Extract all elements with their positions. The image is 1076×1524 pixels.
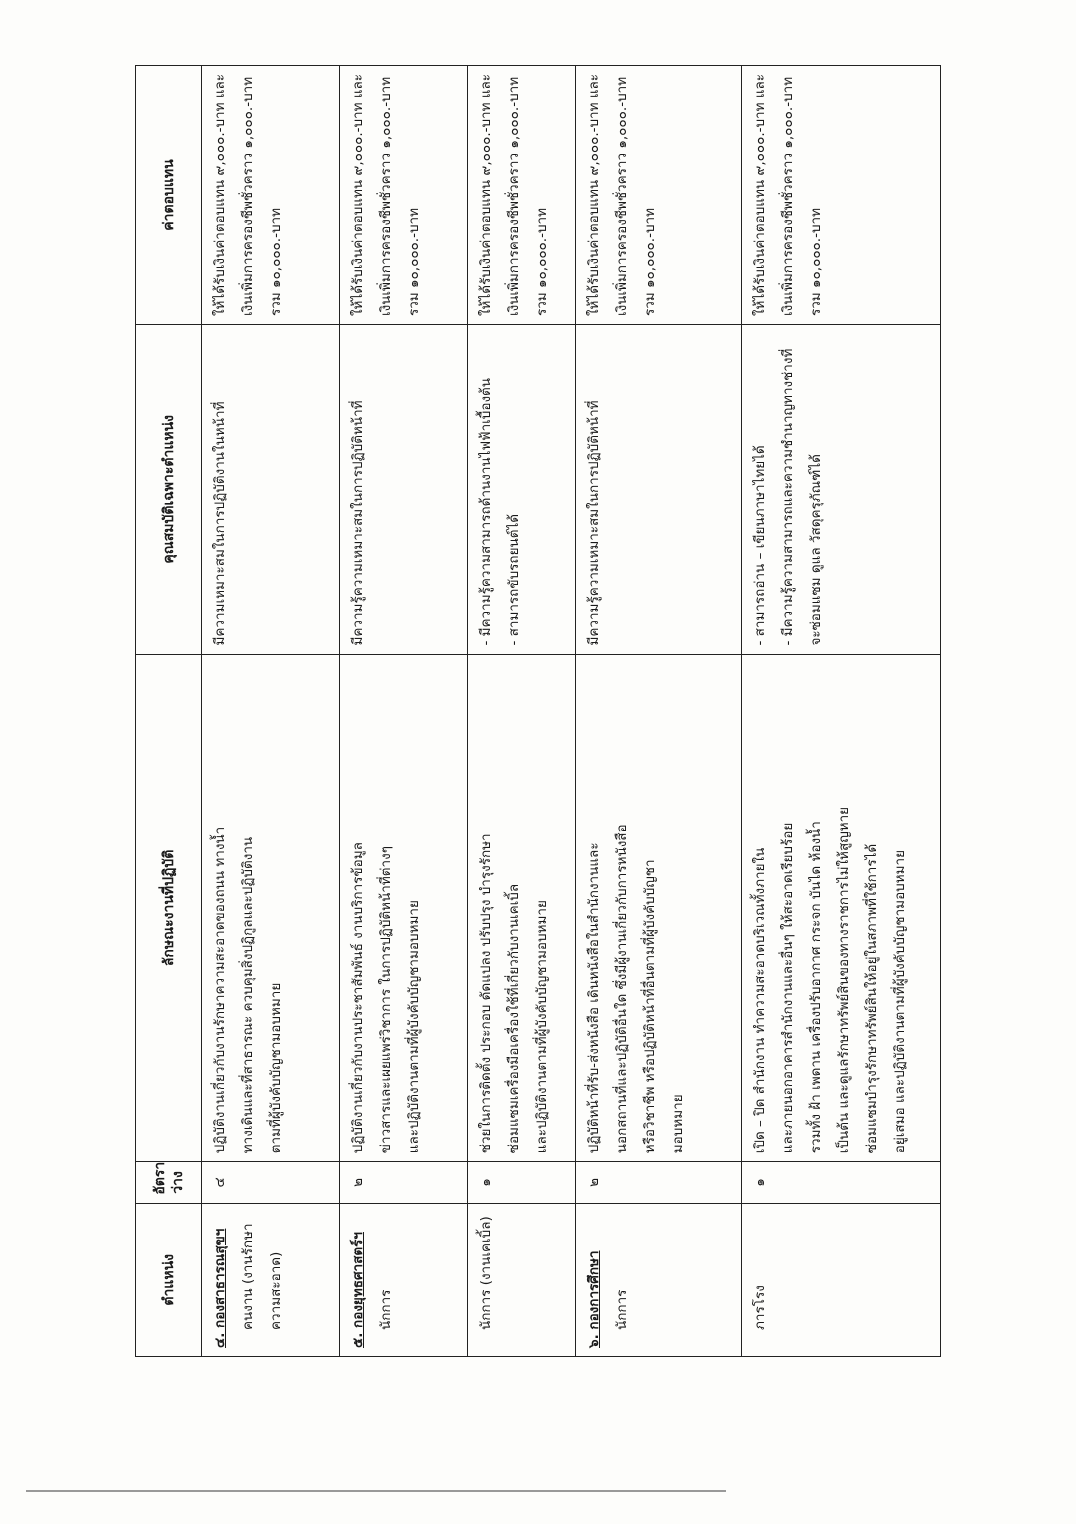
- position-label: ภารโรง: [752, 1285, 768, 1330]
- table-header-row: [136, 66, 202, 1357]
- compensation-cell: [576, 66, 742, 325]
- duty-line: และปฏิบัติงานตามที่ผู้บังคับบัญชามอบหมาย: [406, 900, 422, 1154]
- rate-cell: ๔: [202, 1162, 340, 1203]
- position-cell: [340, 1203, 468, 1356]
- duty-line: มอบหมาย: [670, 1094, 686, 1154]
- position-cell: [742, 1203, 941, 1356]
- table-row: [742, 66, 941, 1357]
- duty-line: นอกสถานที่และปฏิบัติอื่นใด ซึ่งมีผู้งานเกี่ยวกับการหนังสือ: [614, 824, 630, 1154]
- duty-line: รวมทั้ง ฝ้า เพดาน เครื่องปรับอากาศ กระจก บันได ห้องน้ำ: [808, 821, 824, 1154]
- rotated-table-container: [135, 65, 940, 1357]
- compensation-line: รวม ๑๐,๐๐๐.-บาท: [808, 207, 824, 317]
- compensation-line: เงินเพิ่มการครองชีพชั่วคราว ๑,๐๐๐.-บาท: [378, 76, 394, 317]
- qualification-line: มีความรู้ความเหมาะสมในการปฏิบัติหน้าที่: [586, 400, 602, 646]
- duty-line: อยู่เสมอ และปฏิบัติงานตามที่ผู้บังคับบัญชามอบหมาย: [892, 849, 908, 1154]
- compensation-cell: [202, 66, 340, 325]
- duty-line: ปฏิบัติหน้าที่รับ-ส่งหนังสือ เดินหนังสือในสำนักงานและ: [586, 842, 602, 1154]
- duties-cell: [468, 654, 576, 1162]
- duties-cell: [340, 654, 468, 1162]
- compensation-line: เงินเพิ่มการครองชีพชั่วคราว ๑,๐๐๐.-บาท: [614, 76, 630, 317]
- compensation-line: รวม ๑๐,๐๐๐.-บาท: [534, 207, 550, 317]
- qualification-line: - สามารถอ่าน – เขียนภาษาไทยได้: [752, 445, 768, 646]
- compensation-line: เงินเพิ่มการครองชีพชั่วคราว ๑,๐๐๐.-บาท: [506, 76, 522, 317]
- compensation-line: รวม ๑๐,๐๐๐.-บาท: [268, 207, 284, 317]
- header-rate: อัตราว่าง: [136, 1162, 202, 1203]
- position-cell: [468, 1203, 576, 1356]
- duty-line: เปิด – ปิด สำนักงาน ทำความสะอาดบริเวณทั้งภายใน: [752, 847, 768, 1154]
- positions-table: [135, 65, 941, 1357]
- rate-cell: ๒: [576, 1162, 742, 1203]
- duties-cell: [742, 654, 941, 1162]
- qualification-line: มีความเหมาะสมในการปฏิบัติงานในหน้าที่: [212, 401, 228, 646]
- duty-line: ซ่อมแซมบำรุงรักษาทรัพย์สินให้อยู่ในสภาพที่ใช้การได้: [864, 843, 880, 1154]
- table-row: [468, 66, 576, 1357]
- duty-line: เป็นต้น และดูแลรักษาทรัพย์สินของทางราชการไม่ให้สูญหาย: [836, 806, 852, 1154]
- position-label: นักการ: [378, 1289, 394, 1330]
- compensation-line: เงินเพิ่มการครองชีพชั่วคราว ๑,๐๐๐.-บาท: [780, 76, 796, 317]
- compensation-line: รวม ๑๐,๐๐๐.-บาท: [406, 207, 422, 317]
- department-label: ๕. กองยุทธศาสตร์ฯ: [350, 1232, 366, 1348]
- compensation-cell: [742, 66, 941, 325]
- compensation-line: เงินเพิ่มการครองชีพชั่วคราว ๑,๐๐๐.-บาท: [240, 76, 256, 317]
- rate-cell: ๒: [340, 1162, 468, 1203]
- qualifications-cell: [576, 325, 742, 654]
- qualifications-cell: [202, 325, 340, 654]
- position-label: นักการ (งานเคเบิ้ล): [478, 1216, 494, 1330]
- duty-line: ทางเดินและที่สาธารณะ ควบคุมสิ่งปฏิกูลและปฏิบัติงาน: [240, 836, 256, 1154]
- scan-edge-rule: [26, 1490, 726, 1492]
- duty-line: ช่วยในการติดตั้ง ประกอบ ดัดแปลง ปรับปรุง บำรุงรักษา: [478, 833, 494, 1154]
- duty-line: และภายนอกอาคารสำนักงานและอื่นๆ ให้สะอาดเรียบร้อย: [780, 822, 796, 1154]
- table-row: [202, 66, 340, 1357]
- qualification-line: - มีความรู้ความสามารถด้านงานไฟฟ้าเบื้องต้น: [478, 377, 494, 646]
- duty-line: ข่าวสารและเผยแพร่วิชาการ ในการปฏิบัติหน้าที่ต่างๆ: [378, 846, 394, 1154]
- compensation-line: รวม ๑๐,๐๐๐.-บาท: [642, 207, 658, 317]
- table-row: [340, 66, 468, 1357]
- duty-line: ปฏิบัติงานเกี่ยวกับงานรักษาความสะอาดของถนน ทางน้ำ: [212, 826, 228, 1154]
- compensation-line: ให้ได้รับเงินค่าตอบแทน ๙,๐๐๐.-บาท และ: [586, 73, 602, 317]
- duties-cell: [576, 654, 742, 1162]
- header-position: ตำแหน่ง: [136, 1203, 202, 1356]
- position-cell: [576, 1203, 742, 1356]
- compensation-line: ให้ได้รับเงินค่าตอบแทน ๙,๐๐๐.-บาท และ: [478, 73, 494, 317]
- header-compensation: ค่าตอบแทน: [136, 66, 202, 325]
- header-qualifications: คุณสมบัติเฉพาะตำแหน่ง: [136, 325, 202, 654]
- duties-cell: [202, 654, 340, 1162]
- compensation-line: ให้ได้รับเงินค่าตอบแทน ๙,๐๐๐.-บาท และ: [212, 73, 228, 317]
- rate-cell: ๑: [742, 1162, 941, 1203]
- compensation-cell: [340, 66, 468, 325]
- table-row: [576, 66, 742, 1357]
- qualifications-cell: [742, 325, 941, 654]
- qualification-line: มีความรู้ความเหมาะสมในการปฏิบัติหน้าที่: [350, 400, 366, 646]
- compensation-line: ให้ได้รับเงินค่าตอบแทน ๙,๐๐๐.-บาท และ: [350, 73, 366, 317]
- qualifications-cell: [468, 325, 576, 654]
- duty-line: และปฏิบัติงานตามที่ผู้บังคับบัญชามอบหมาย: [534, 900, 550, 1154]
- qualification-line: - สามารถขับรถยนต์ได้: [506, 513, 522, 646]
- compensation-cell: [468, 66, 576, 325]
- qualification-line: จะซ่อมแซม ดูแล วัสดุครุภัณฑ์ได้: [808, 454, 824, 646]
- department-label: ๔. กองสาธารณสุขฯ: [212, 1228, 228, 1348]
- header-duties: ลักษณะงานที่ปฏิบัติ: [136, 654, 202, 1162]
- position-cell: [202, 1203, 340, 1356]
- rate-cell: ๑: [468, 1162, 576, 1203]
- duty-line: หรือวิชาชีพ หรือปฏิบัติหน้าที่อื่นตามที่ผู้บังคับบัญชา: [642, 859, 658, 1154]
- duty-line: ตามที่ผู้บังคับบัญชามอบหมาย: [268, 982, 284, 1154]
- duty-line: ซ่อมแซมเครื่องมือเครื่องใช้ที่เกี่ยวกับงานเคเบิ้ล: [506, 883, 522, 1154]
- compensation-line: ให้ได้รับเงินค่าตอบแทน ๙,๐๐๐.-บาท และ: [752, 73, 768, 317]
- position-label: คนงาน (งานรักษาความสะอาด): [240, 1223, 284, 1330]
- department-label: ๖. กองการศึกษา: [586, 1250, 602, 1348]
- duty-line: ปฏิบัติงานเกี่ยวกับงานประชาสัมพันธ์ งานบริการข้อมูล: [350, 842, 366, 1154]
- qualification-line: - มีความรู้ความสามารถและความชำนาญทางช่างที่: [780, 348, 796, 646]
- position-label: นักการ: [614, 1289, 630, 1330]
- qualifications-cell: [340, 325, 468, 654]
